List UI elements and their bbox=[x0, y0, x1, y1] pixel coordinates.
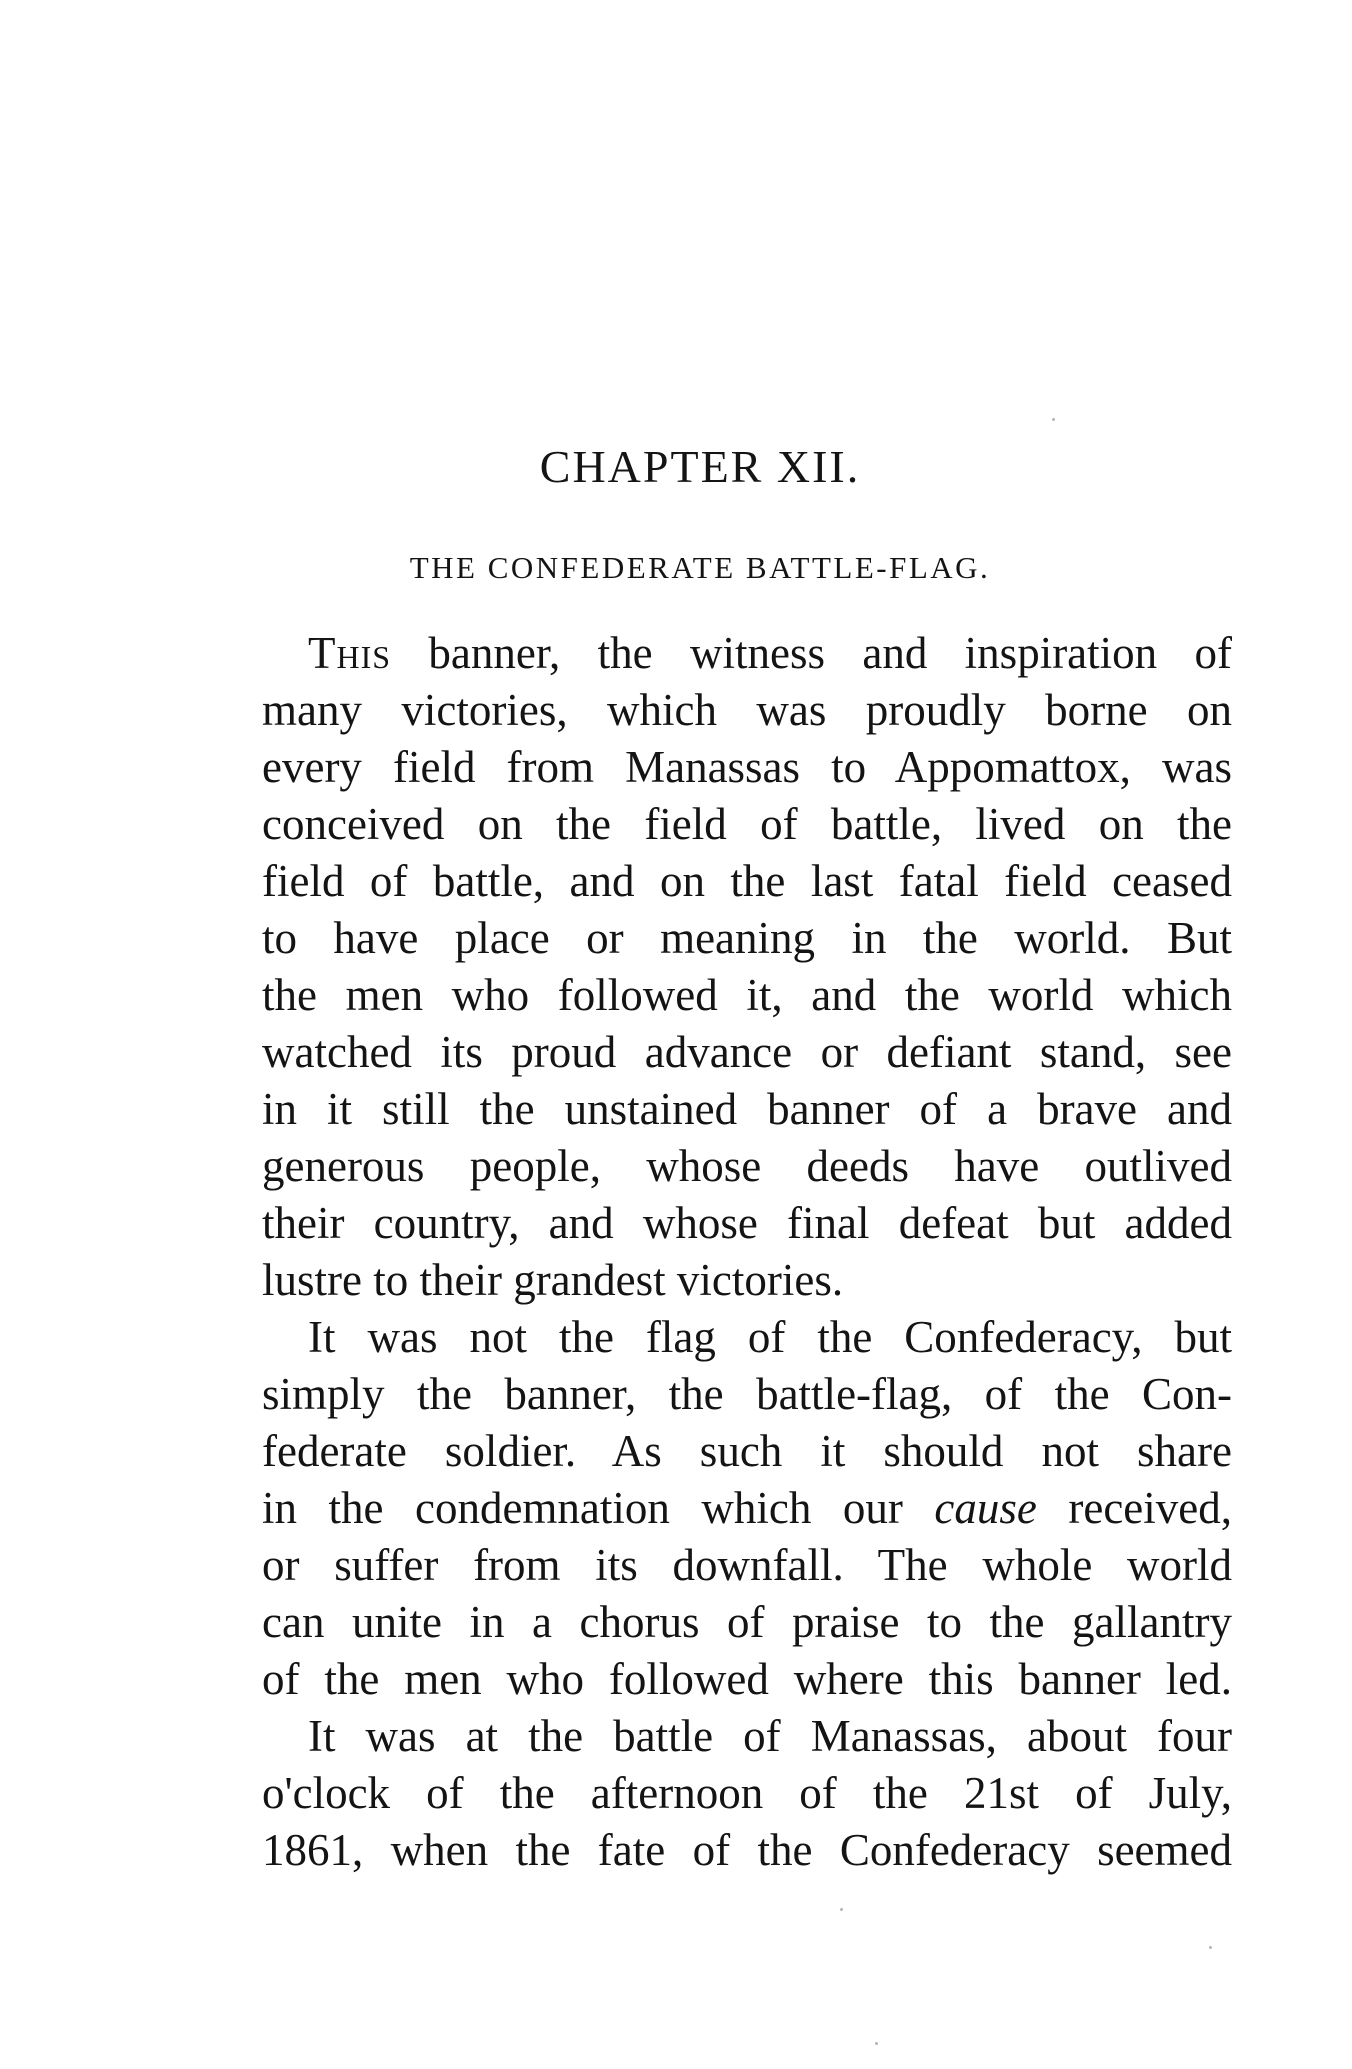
text-line: every field from Manassas to Appomattox, was bbox=[262, 742, 1232, 792]
text-line bbox=[262, 1480, 1232, 1537]
text-line: field of battle, and on the last fatal field ceased bbox=[262, 856, 1232, 906]
text-line: or suffer from its downfall. The whole world bbox=[262, 1540, 1232, 1590]
text-line: It was at the battle of Manassas, about four bbox=[308, 1711, 1232, 1761]
text-line: in it still the unstained banner of a brave and bbox=[262, 1084, 1232, 1134]
text-line: their country, and whose final defeat but added bbox=[262, 1198, 1232, 1248]
text-line bbox=[262, 625, 1232, 682]
text-line: generous people, whose deeds have outlived bbox=[262, 1141, 1232, 1191]
text-line: conceived on the field of battle, lived on the bbox=[262, 799, 1232, 849]
chapter-number: CHAPTER XII. bbox=[539, 441, 861, 492]
drop-word: This bbox=[308, 628, 392, 678]
text-line: federate soldier. As such it should not share bbox=[262, 1426, 1232, 1476]
text-line-end: received, bbox=[1036, 1483, 1232, 1533]
paper-speck bbox=[840, 1908, 843, 1911]
text-line: the men who followed it, and the world which bbox=[262, 970, 1232, 1020]
text-line: simply the banner, the battle-flag, of the Con- bbox=[262, 1369, 1232, 1419]
text-line: many victories, which was proudly borne on bbox=[262, 685, 1232, 735]
paper-speck bbox=[1052, 418, 1055, 421]
paper-speck bbox=[1209, 1946, 1212, 1949]
text-line: o'clock of the afternoon of the 21st of July, bbox=[262, 1768, 1232, 1818]
text-line-start: in the condemnation which our bbox=[262, 1483, 935, 1533]
text-line: 1861, when the fate of the Confederacy seemed bbox=[262, 1825, 1232, 1875]
text-line: watched its proud advance or defiant stand, see bbox=[262, 1027, 1232, 1077]
text-line-content: banner, the witness and inspiration of bbox=[391, 628, 1232, 678]
chapter-title: THE CONFEDERATE BATTLE-FLAG. bbox=[409, 550, 991, 585]
emphasized-word: cause bbox=[934, 1483, 1037, 1533]
paper-speck bbox=[875, 2042, 878, 2045]
text-line: to have place or meaning in the world. But bbox=[262, 913, 1232, 963]
text-line: It was not the flag of the Confederacy, but bbox=[308, 1312, 1232, 1362]
body-text bbox=[262, 625, 1232, 1879]
text-line: of the men who followed where this banner led. bbox=[262, 1654, 1232, 1704]
text-line: lustre to their grandest victories. bbox=[262, 1255, 844, 1305]
text-line: can unite in a chorus of praise to the gallantry bbox=[262, 1597, 1232, 1647]
